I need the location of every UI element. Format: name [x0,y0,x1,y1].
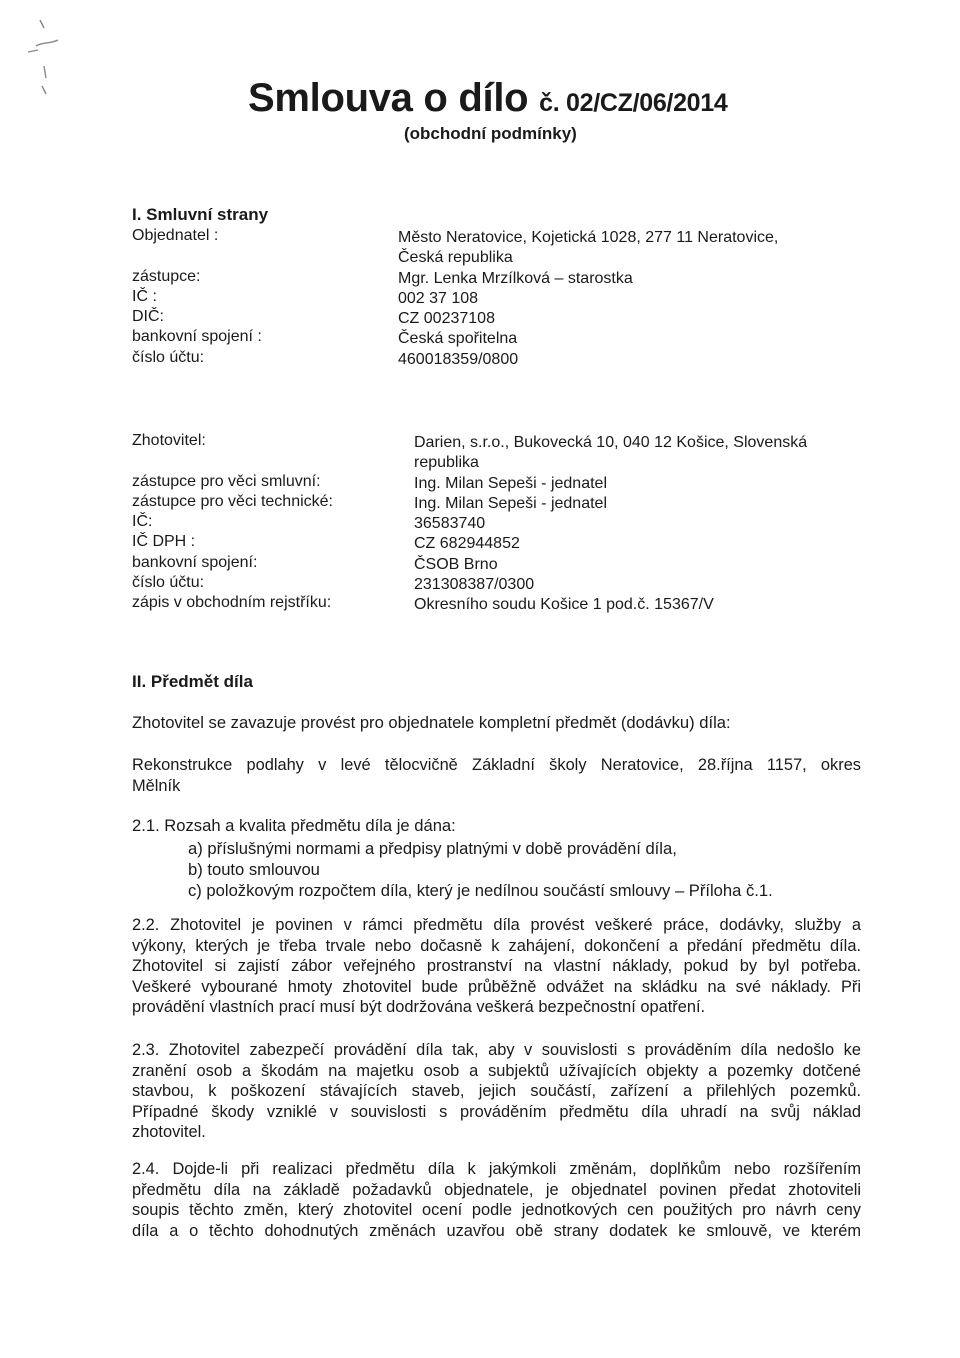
value-objednatel-bank: Česká spořitelna [398,330,518,348]
p24-line: 2.4. Dojde-li při realizaci předmětu díla k jakýmkoli změnám, doplňkům nebo rozšířením [132,1160,861,1178]
value-zastupce-smluvni: Ing. Milan Sepeši - jednatel [414,474,607,492]
document-subtitle: (obchodní podmínky) [404,124,577,143]
p22-line: 2.2. Zhotovitel je povinen v rámci předmětu díla provést veškeré práce, dodávky, služby a [132,916,861,934]
label-ic-dph: IČ DPH : [132,533,196,551]
title-main: Smlouva o dílo [248,76,529,120]
p23-line: zhotovitel. [132,1123,206,1142]
label-bank: bankovní spojení : [132,328,262,346]
value-objednatel-country: Česká republika [398,249,513,267]
label-empty [132,451,333,471]
subject-line: Mělník [132,776,181,795]
subject-paragraph [132,755,861,796]
label-dic: DIČ: [132,308,164,326]
p21-item: c) položkovým rozpočtem díla, který je nedílnou součástí smlouvy – Příloha č.1. [188,881,773,900]
p24-line: soupis těchto změn, který zhotovitel ocení podle jednotkových cen použitých pro návrh ceny [132,1201,861,1220]
label-account: číslo účtu: [132,348,205,366]
paragraph-2-3 [132,1040,861,1143]
value-objednatel-dic: CZ 00237108 [398,310,495,328]
paragraph-2-2 [132,915,861,1018]
value-zhotovitel-ic-dph: CZ 682944852 [414,535,520,553]
value-objednatel-zastupce: Mgr. Lenka Mrzílková – starostka [398,269,633,287]
p22-line: Zhotovitel si zajistí zábor veřejného prostranství na vlastní náklady, pokud by byl potřeba. [132,957,861,976]
value-objednatel-account: 460018359/0800 [398,350,519,368]
label-objednatel: Objednatel : [132,227,219,244]
document-title [248,76,728,121]
p24-line: předmětu díla na základě požadavků objednatele, je objednatel povinen předat zhotoviteli [132,1180,861,1199]
paragraph-2-4 [132,1159,861,1241]
label-empty [132,246,262,266]
title-number: č. 02/CZ/06/2014 [539,89,728,117]
value-zhotovitel-address: Darien, s.r.o., Bukovecká 10, 040 12 Košice, Slovenská [414,434,808,451]
label-ic: IČ: [132,513,153,531]
p23-line: zranění osob a škodám na majetku osob a subjektů užívajících objekty a pozemky dotčené [132,1061,861,1080]
scan-mark-graphic [6,6,66,96]
p23-line: stavbou, k poškození stávajících staveb, jejich součástí, zařízení a přilehlých pozemků. [132,1082,861,1101]
value-zhotovitel-country: republika [414,454,479,472]
value-objednatel-address: Město Neratovice, Kojetická 1028, 277 11 Neratovice, [398,229,779,246]
value-zhotovitel-account: 231308387/0300 [414,576,535,594]
p24-line: díla a o těchto dohodnutých změnách uzavřou obě strany dodatek ke smlouvě, ve kterém [132,1221,861,1240]
zhotovitel-values [414,433,807,616]
p21-item: a) příslušnými normami a předpisy platnými v době provádění díla, [188,839,677,858]
p23-line: 2.3. Zhotovitel zabezpečí provádění díla tak, aby v souvislosti s prováděním díla nedošlo ke [132,1041,861,1059]
p23-line: Případné škody vzniklé v souvislosti s prováděním předmětu díla uhradí na svůj náklad [132,1102,861,1121]
p21-item: b) touto smlouvou [188,860,320,879]
p21-list [188,838,773,901]
label-zastupce: zástupce: [132,267,201,285]
section-1-heading: I. Smluvní strany [132,205,269,224]
label-zastupce-technicke: zástupce pro věci technické: [132,492,333,510]
label-ic: IČ : [132,287,157,305]
label-bank: bankovní spojení: [132,553,258,571]
value-zhotovitel-bank: ČSOB Brno [414,555,498,573]
label-zhotovitel: Zhotovitel: [132,432,206,449]
subject-line: Rekonstrukce podlahy v levé tělocvičně Základní školy Neratovice, 28.října 1157, okres [132,756,861,774]
section-2-heading: II. Předmět díla [132,672,253,691]
section-2-intro: Zhotovitel se zavazuje provést pro objednatele kompletní předmět (dodávku) díla: [132,713,731,732]
p21-heading: 2.1. Rozsah a kvalita předmětu díla je dána: [132,816,456,835]
value-zhotovitel-ic: 36583740 [414,515,486,533]
label-account: číslo účtu: [132,574,205,592]
value-zastupce-technicke: Ing. Milan Sepeši - jednatel [414,494,607,512]
objednatel-values [398,228,778,370]
p22-line: Veškeré vybourané hmoty zhotovitel bude průběžně odvážet na skládku na své náklady. Při [132,977,861,996]
p22-line: provádění vlastních prací musí být dodržována veškerá bezpečnostní opatření. [132,998,706,1017]
objednatel-labels [132,226,262,368]
p22-line: výkony, kterých je třeba trvale nebo dočasně k zahájení, dokončení a předání předmětu díla. [132,936,861,955]
label-zastupce-smluvni: zástupce pro věci smluvní: [132,472,321,490]
label-register: zápis v obchodním rejstříku: [132,594,332,612]
zhotovitel-labels [132,431,333,614]
value-zhotovitel-register: Okresního soudu Košice 1 pod.č. 15367/V [414,596,714,614]
value-objednatel-ic: 002 37 108 [398,289,479,307]
